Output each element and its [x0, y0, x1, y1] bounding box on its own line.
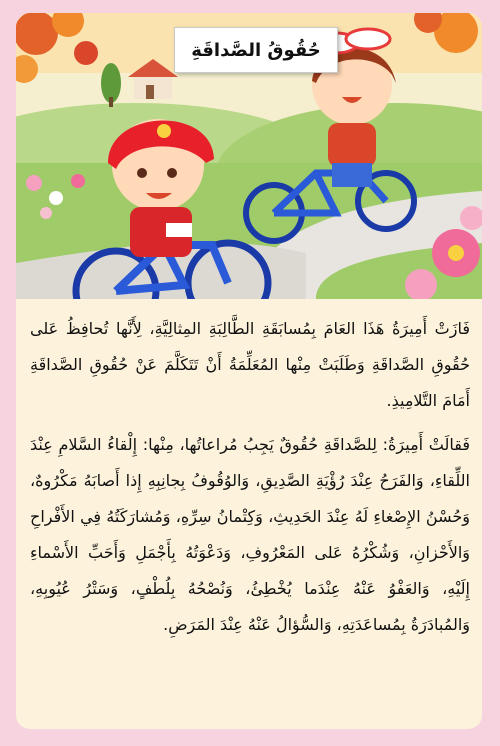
title-banner	[174, 27, 338, 73]
friends-cycling-illustration	[16, 13, 482, 299]
story-paragraph-2: فَقالَتْ أَمِيرَةُ: لِلصَّداقَةِ حُقُوقٌ يَجِبُ مُراعاتُها، مِنْها: إِلْقاءُ السَّلامِ عِنْدَ اللِّقاءِ، وَالفَرَحُ عِنْدَ رُؤْيَةِ الصَّدِيقِ، وَالوُقُوفُ بِجانِبِهِ إِذا أَصابَهُ مَكْرُوهٌ، وَحُسْنُ الإِصْغاءِ لَهُ عِنْدَ الحَدِيثِ، وَكِتْمانُ سِرِّهِ، وَمُشارَكَتُهُ فِي الأَفْراحِ وَالأَحْزانِ، وَشُكْرُهُ عَلى المَعْرُوفِ، وَدَعْوَتُهُ بِأَجْمَلِ وَأَحَبِّ الأَسْماءِ إِلَيْهِ، وَالعَفْوُ عَنْهُ عِنْدَما يُخْطِئُ، وَنُصْحُهُ بِلُطْفٍ، وَسَتْرُ عُيُوبِهِ، وَالمُبادَرَةُ بِمُساعَدَتِهِ، وَالسُّؤالُ عَنْهُ عِنْدَ المَرَضِ.	[30, 435, 470, 634]
page-card	[16, 13, 482, 729]
story-paragraph-1: فَازَتْ أَمِيرَةُ هَذَا العَامَ بِمُسابَقَةِ الطَّالِبَةِ المِثالِيَّةِ، لِأَنَّها تُحافِظُ عَلى حُقُوقِ الصَّداقَةِ وَطَلَبَتْ مِنْها المُعَلِّمَةُ أَنْ تَتَكَلَّمَ عَنْ حُقُوقِ الصَّداقَةِ أَمَامَ التَّلامِيذِ.	[30, 319, 470, 410]
lesson-title: حُقُوقُ الصَّداقَةِ	[191, 39, 321, 61]
story-text	[30, 311, 470, 651]
